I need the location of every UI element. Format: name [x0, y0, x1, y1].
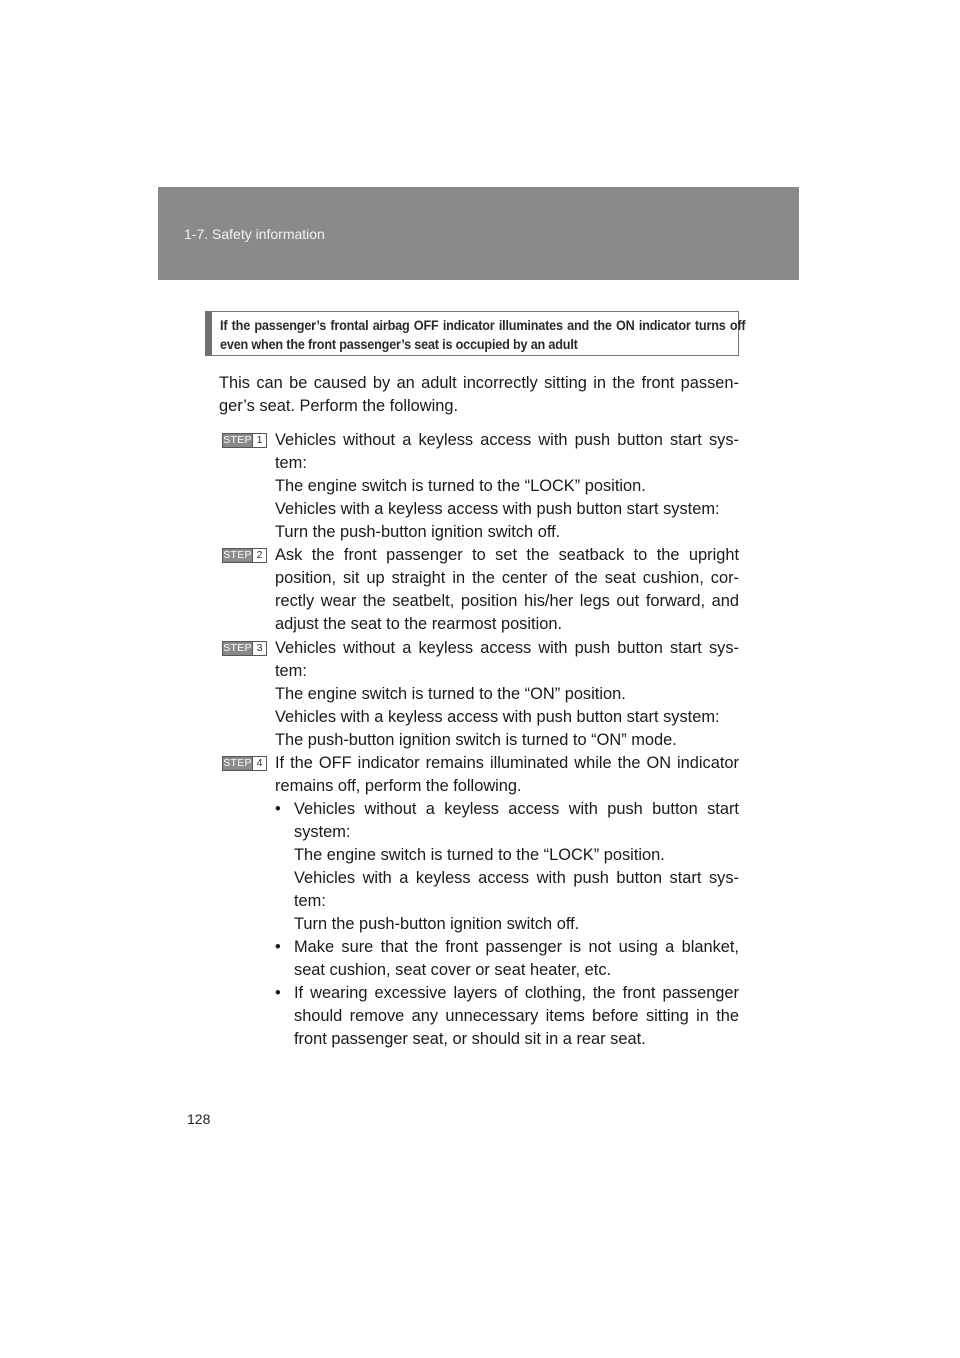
step-line: Vehicles with a keyless access with push button start system: — [275, 500, 720, 518]
step-label: STEP — [223, 549, 252, 561]
intro-line: This can be caused by an adult incorrectly sitting in the front passen- — [219, 374, 739, 392]
bullet-line: If wearing excessive layers of clothing, the front passenger — [294, 984, 739, 1002]
step-line: Vehicles without a keyless access with push button start sys- — [275, 431, 739, 449]
list-item — [275, 936, 739, 982]
bullet-line: Vehicles with a keyless access with push button start sys- — [294, 869, 739, 887]
intro-paragraph — [219, 372, 739, 418]
step-line: Vehicles without a keyless access with push button start sys- — [275, 639, 739, 657]
step-line: position, sit up straight in the center of the seat cushion, cor- — [275, 569, 739, 587]
step-text — [275, 752, 739, 1051]
step-line: Turn the push-button ignition switch off. — [275, 523, 561, 541]
bullet-icon: • — [275, 800, 281, 818]
step-4 — [222, 752, 739, 1051]
step-1 — [222, 429, 739, 544]
section-title: 1-7. Safety information — [184, 226, 325, 242]
step-line: The engine switch is turned to the “ON” position. — [275, 685, 626, 703]
bullet-icon: • — [275, 984, 281, 1002]
step-badge — [222, 433, 267, 448]
step-text — [275, 429, 739, 544]
step-line: Ask the front passenger to set the seatback to the upright — [275, 546, 739, 564]
subsection-heading-box — [205, 311, 746, 356]
step-text — [275, 544, 739, 636]
list-item — [275, 798, 739, 936]
step-label: STEP — [223, 434, 252, 446]
step-number: 1 — [252, 434, 266, 447]
intro-line: ger’s seat. Perform the following. — [219, 397, 458, 415]
step-line: remains off, perform the following. — [275, 777, 522, 795]
step-badge — [222, 641, 267, 656]
step-2 — [222, 544, 739, 636]
bullet-line: Vehicles without a keyless access with push button start — [294, 800, 739, 818]
step-line: Vehicles with a keyless access with push button start system: — [275, 708, 720, 726]
step-number: 4 — [252, 757, 266, 770]
step-line: tem: — [275, 662, 307, 680]
bullet-line: The engine switch is turned to the “LOCK” position. — [294, 846, 665, 864]
step-line: The engine switch is turned to the “LOCK” position. — [275, 477, 646, 495]
step-line: adjust the seat to the rearmost position. — [275, 615, 562, 633]
section-header-band — [158, 187, 799, 280]
step-3 — [222, 637, 739, 752]
step-badge — [222, 548, 267, 563]
bullet-line: should remove any unnecessary items before sitting in the — [294, 1007, 739, 1025]
bullet-icon: • — [275, 938, 281, 956]
step-line: rectly wear the seatbelt, position his/her legs out forward, and — [275, 592, 739, 610]
step-label: STEP — [223, 757, 252, 769]
step-line: The push-button ignition switch is turned to “ON” mode. — [275, 731, 677, 749]
subsection-heading: If the passenger’s frontal airbag OFF indicator illuminates and the ON indicator turns off even when the front passenger’s seat is occupied by an adult — [220, 318, 746, 352]
bullet-line: tem: — [294, 892, 326, 910]
bullet-line: Make sure that the front passenger is not using a blanket, — [294, 938, 739, 956]
step-bullet-list — [275, 798, 739, 1051]
bullet-line: Turn the push-button ignition switch off. — [294, 915, 580, 933]
step-line: tem: — [275, 454, 307, 472]
bullet-line: seat cushion, seat cover or seat heater, etc. — [294, 961, 612, 979]
step-number: 3 — [252, 642, 266, 655]
step-badge — [222, 756, 267, 771]
page-number: 128 — [187, 1111, 211, 1127]
step-text — [275, 637, 739, 752]
bullet-line: front passenger seat, or should sit in a rear seat. — [294, 1030, 646, 1048]
step-number: 2 — [252, 549, 266, 562]
step-line: If the OFF indicator remains illuminated while the ON indicator — [275, 754, 739, 772]
step-label: STEP — [223, 642, 252, 654]
list-item — [275, 982, 739, 1051]
bullet-line: system: — [294, 823, 351, 841]
